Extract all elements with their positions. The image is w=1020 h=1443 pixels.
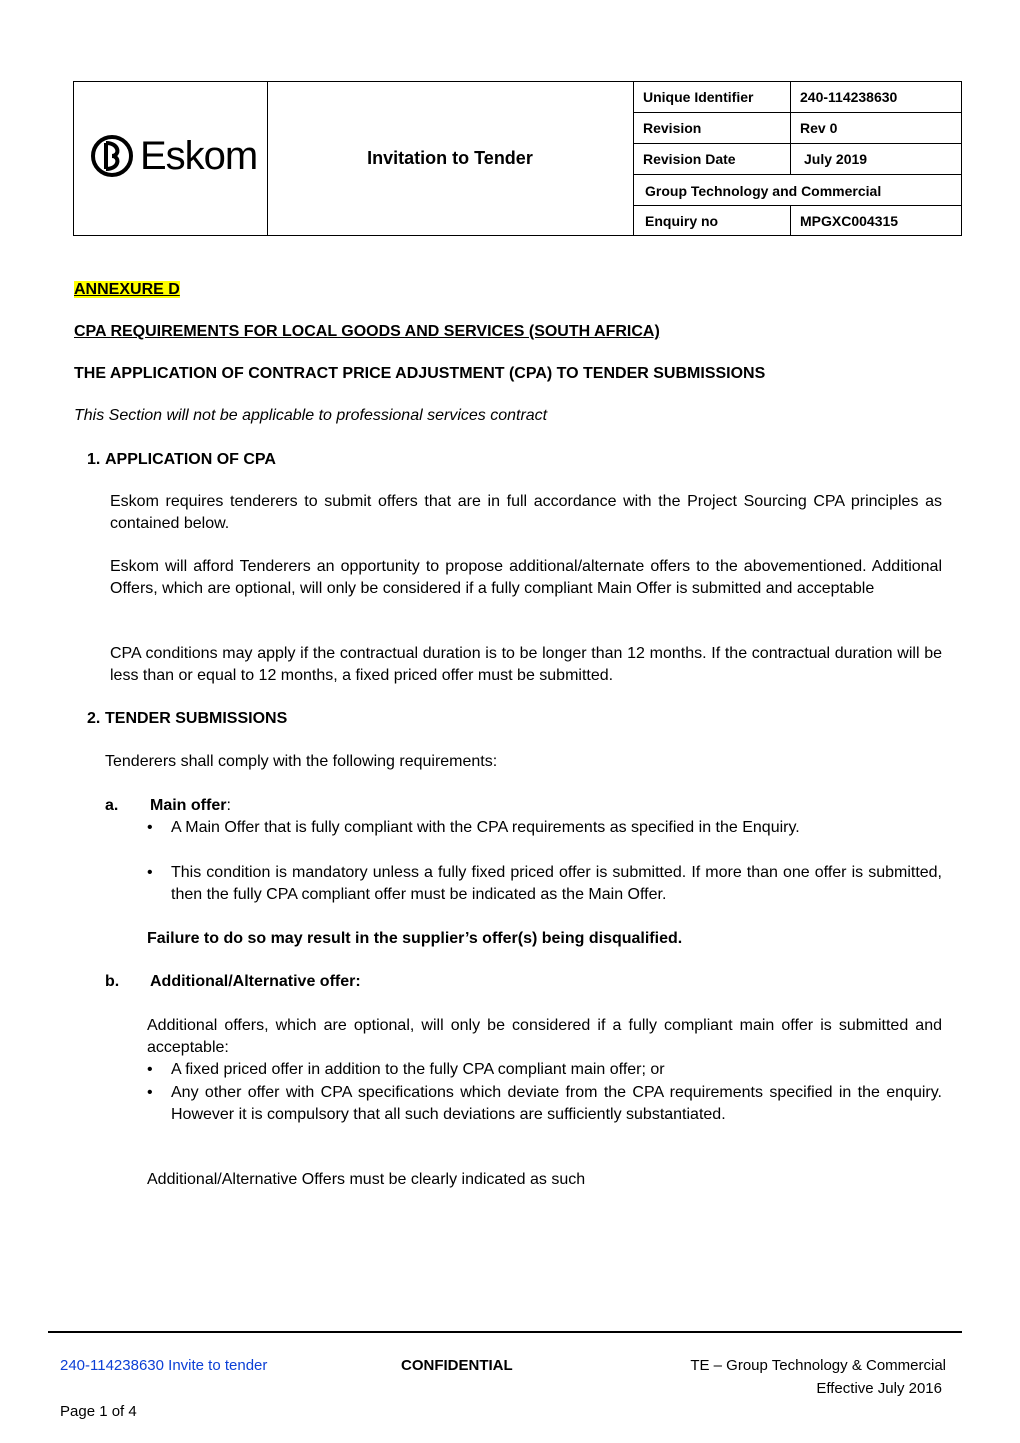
- bullet-icon: •: [147, 1061, 153, 1078]
- section-1-number: 1.: [87, 451, 101, 468]
- document-title: Invitation to Tender: [267, 82, 634, 235]
- annexure-label: ANNEXURE D: [74, 281, 180, 298]
- meta-value: 240-114238630: [800, 89, 898, 105]
- footer-document-ref: 240-114238630 Invite to tender: [60, 1357, 268, 1374]
- meta-row-enquiry: [634, 206, 961, 235]
- section-1-paragraph: Eskom will afford Tenderers an opportunity to propose additional/alternate offers to the abovementioned. Additional Offers, which are optional, will only be considered if a fully compliant Main Offer is submitted and acceptable: [110, 558, 942, 597]
- disqualification-warning: Failure to do so may result in the supplier’s offer(s) being disqualified.: [147, 930, 683, 947]
- section-note: This Section will not be applicable to professional services contract: [74, 407, 548, 424]
- meta-row-identifier: [634, 82, 961, 113]
- meta-row-revision: [634, 113, 961, 144]
- item-a-title: Main offer:: [150, 797, 231, 814]
- footer-division: TE – Group Technology & Commercial: [690, 1357, 946, 1374]
- bullet-icon: •: [147, 1084, 153, 1101]
- bullet-icon: •: [147, 819, 153, 836]
- section-1-paragraph: CPA conditions may apply if the contractual duration is to be longer than 12 months. If the contractual duration will be less than or equal to 12 months, a fixed priced offer must be submitted.: [110, 645, 942, 684]
- item-b-label: b.: [105, 973, 120, 990]
- item-b-title: Additional/Alternative offer:: [150, 973, 361, 990]
- eskom-logo-icon: [90, 134, 134, 178]
- item-b-closing: Additional/Alternative Offers must be clearly indicated as such: [147, 1171, 586, 1188]
- meta-label: Revision: [643, 120, 702, 136]
- footer-divider: [48, 1331, 962, 1333]
- section-2-intro: Tenderers shall comply with the following requirements:: [105, 753, 498, 770]
- footer-page-number: Page 1 of 4: [60, 1403, 137, 1420]
- meta-row-revision-date: [634, 144, 961, 175]
- footer-confidential: CONFIDENTIAL: [401, 1357, 513, 1374]
- document-meta: [634, 82, 961, 235]
- section-1-title: APPLICATION OF CPA: [105, 451, 276, 468]
- meta-value: MPGXC004315: [800, 213, 899, 229]
- meta-value: Rev 0: [800, 120, 838, 136]
- eskom-logo: [90, 134, 257, 178]
- document-header-table: [73, 81, 962, 236]
- heading-cpa-requirements: CPA REQUIREMENTS FOR LOCAL GOODS AND SERVICES (SOUTH AFRICA): [74, 323, 660, 340]
- section-2-title: TENDER SUBMISSIONS: [105, 710, 288, 727]
- meta-group: Group Technology and Commercial: [645, 183, 882, 199]
- section-1-paragraph: Eskom requires tenderers to submit offers that are in full accordance with the Project Sourcing CPA principles as contained below.: [110, 493, 942, 532]
- logo-cell: [74, 82, 268, 235]
- logo-wordmark: Eskom: [140, 134, 258, 178]
- section-2-number: 2.: [87, 710, 101, 727]
- meta-label: Enquiry no: [645, 213, 719, 229]
- meta-label: Unique Identifier: [643, 89, 754, 105]
- meta-value: July 2019: [804, 151, 868, 167]
- bullet-icon: •: [147, 864, 153, 881]
- footer-effective-date: Effective July 2016: [816, 1380, 942, 1397]
- item-a-label: a.: [105, 797, 119, 814]
- meta-label: Revision Date: [643, 151, 736, 167]
- item-b-paragraph: Additional offers, which are optional, will only be considered if a fully compliant main offer is submitted and acceptable:: [147, 1017, 942, 1056]
- meta-row-group: [634, 175, 961, 206]
- heading-application-of-cpa: THE APPLICATION OF CONTRACT PRICE ADJUSTMENT (CPA) TO TENDER SUBMISSIONS: [74, 365, 766, 382]
